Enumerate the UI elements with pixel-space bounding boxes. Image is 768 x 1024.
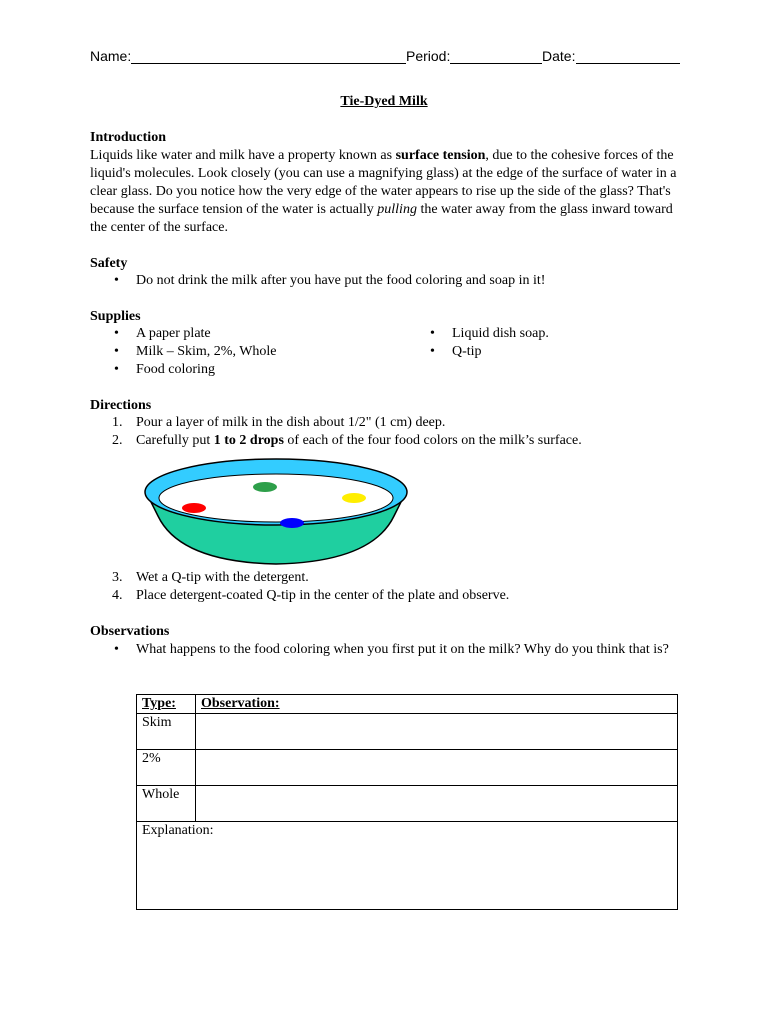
intro-text-1: Liquids like water and milk have a property known as xyxy=(90,148,396,163)
supply-item xyxy=(430,326,549,342)
page-title: Tie-Dyed Milk xyxy=(340,94,428,109)
supply-item xyxy=(430,344,482,360)
period-field[interactable] xyxy=(450,63,542,64)
observation-cell-2-percent[interactable] xyxy=(196,750,678,786)
observation-header-text: Observation: xyxy=(201,696,280,711)
step-text: Place detergent-coated Q-tip in the center of the plate and observe. xyxy=(136,588,510,603)
direction-step xyxy=(112,570,309,586)
bullet-icon: • xyxy=(114,273,119,288)
observation-cell-skim[interactable] xyxy=(196,714,678,750)
intro-italic-term: pulling xyxy=(377,202,417,217)
supply-item xyxy=(114,362,215,378)
step-bold-text: 1 to 2 drops xyxy=(213,433,284,448)
observation-header xyxy=(196,695,678,714)
row-type-skim: Skim xyxy=(137,714,196,750)
intro-bold-term: surface tension xyxy=(395,148,486,163)
row-type-whole: Whole xyxy=(137,786,196,822)
table-row xyxy=(137,750,678,786)
supply-item-text: Q-tip xyxy=(452,344,482,359)
step-text: Pour a layer of milk in the dish about 1/2" (1 cm) deep. xyxy=(136,415,446,430)
supply-item xyxy=(114,326,211,342)
safety-item xyxy=(114,273,546,289)
drop-green xyxy=(253,482,277,492)
step-number: 1. xyxy=(112,415,123,430)
drop-red xyxy=(182,503,206,513)
step-number: 2. xyxy=(112,433,123,448)
safety-heading: Safety xyxy=(90,256,128,271)
drop-blue xyxy=(280,518,304,528)
explanation-cell[interactable] xyxy=(137,822,678,910)
direction-step xyxy=(112,433,582,449)
supply-item xyxy=(114,344,277,360)
bullet-icon: • xyxy=(114,344,119,359)
supply-item-text: Liquid dish soap. xyxy=(452,326,549,341)
type-header xyxy=(137,695,196,714)
direction-step xyxy=(112,415,445,431)
bullet-icon: • xyxy=(114,642,119,657)
step-number: 3. xyxy=(112,570,123,585)
supply-item-text: Food coloring xyxy=(136,362,215,377)
date-label: Date: xyxy=(542,48,576,64)
directions-heading: Directions xyxy=(90,398,152,413)
bullet-icon: • xyxy=(114,362,119,377)
supply-item-text: Milk – Skim, 2%, Whole xyxy=(136,344,277,359)
drop-yellow xyxy=(342,493,366,503)
intro-text-3: the water away from the glass inward toward the center of the surface. xyxy=(90,202,673,235)
safety-item-text: Do not drink the milk after you have put the food coloring and soap in it! xyxy=(136,273,546,288)
direction-step xyxy=(112,588,509,604)
milk-dish-illustration xyxy=(140,452,412,568)
row-type-2-percent: 2% xyxy=(137,750,196,786)
observation-question xyxy=(114,641,676,659)
step-text: of each of the four food colors on the milk’s surface. xyxy=(283,433,582,448)
header-row xyxy=(90,48,680,68)
bullet-icon: • xyxy=(430,326,435,341)
period-label: Period: xyxy=(406,48,451,64)
table-row xyxy=(137,822,678,910)
step-number: 4. xyxy=(112,588,123,603)
observations-heading: Observations xyxy=(90,624,170,639)
name-label: Name: xyxy=(90,48,132,64)
intro-text-2: , due to the cohesive forces of the liquid's molecules. Look closely (you can use a magnifying glass) at the edge of the surface of water in a clear glass. Do you notice how the very edge of the water appears to rise up the side of the glass? That's because the surface tension of the water is actually xyxy=(90,148,677,217)
observation-question-text: What happens to the food coloring when you first put it on the milk? Why do you think that is? xyxy=(136,642,669,657)
bullet-icon: • xyxy=(114,326,119,341)
step-text: Carefully put xyxy=(136,433,214,448)
explanation-label: Explanation: xyxy=(142,823,214,838)
table-row xyxy=(137,714,678,750)
supply-item-text: A paper plate xyxy=(136,326,211,341)
bullet-icon: • xyxy=(430,344,435,359)
table-row xyxy=(137,786,678,822)
date-field[interactable] xyxy=(576,63,680,64)
introduction-heading: Introduction xyxy=(90,130,166,145)
observation-cell-whole[interactable] xyxy=(196,786,678,822)
step-text: Wet a Q-tip with the detergent. xyxy=(136,570,309,585)
introduction-text xyxy=(90,147,680,237)
name-field[interactable] xyxy=(131,63,406,64)
observation-table xyxy=(136,694,678,910)
type-header-text: Type: xyxy=(142,696,176,711)
supplies-heading: Supplies xyxy=(90,309,141,324)
